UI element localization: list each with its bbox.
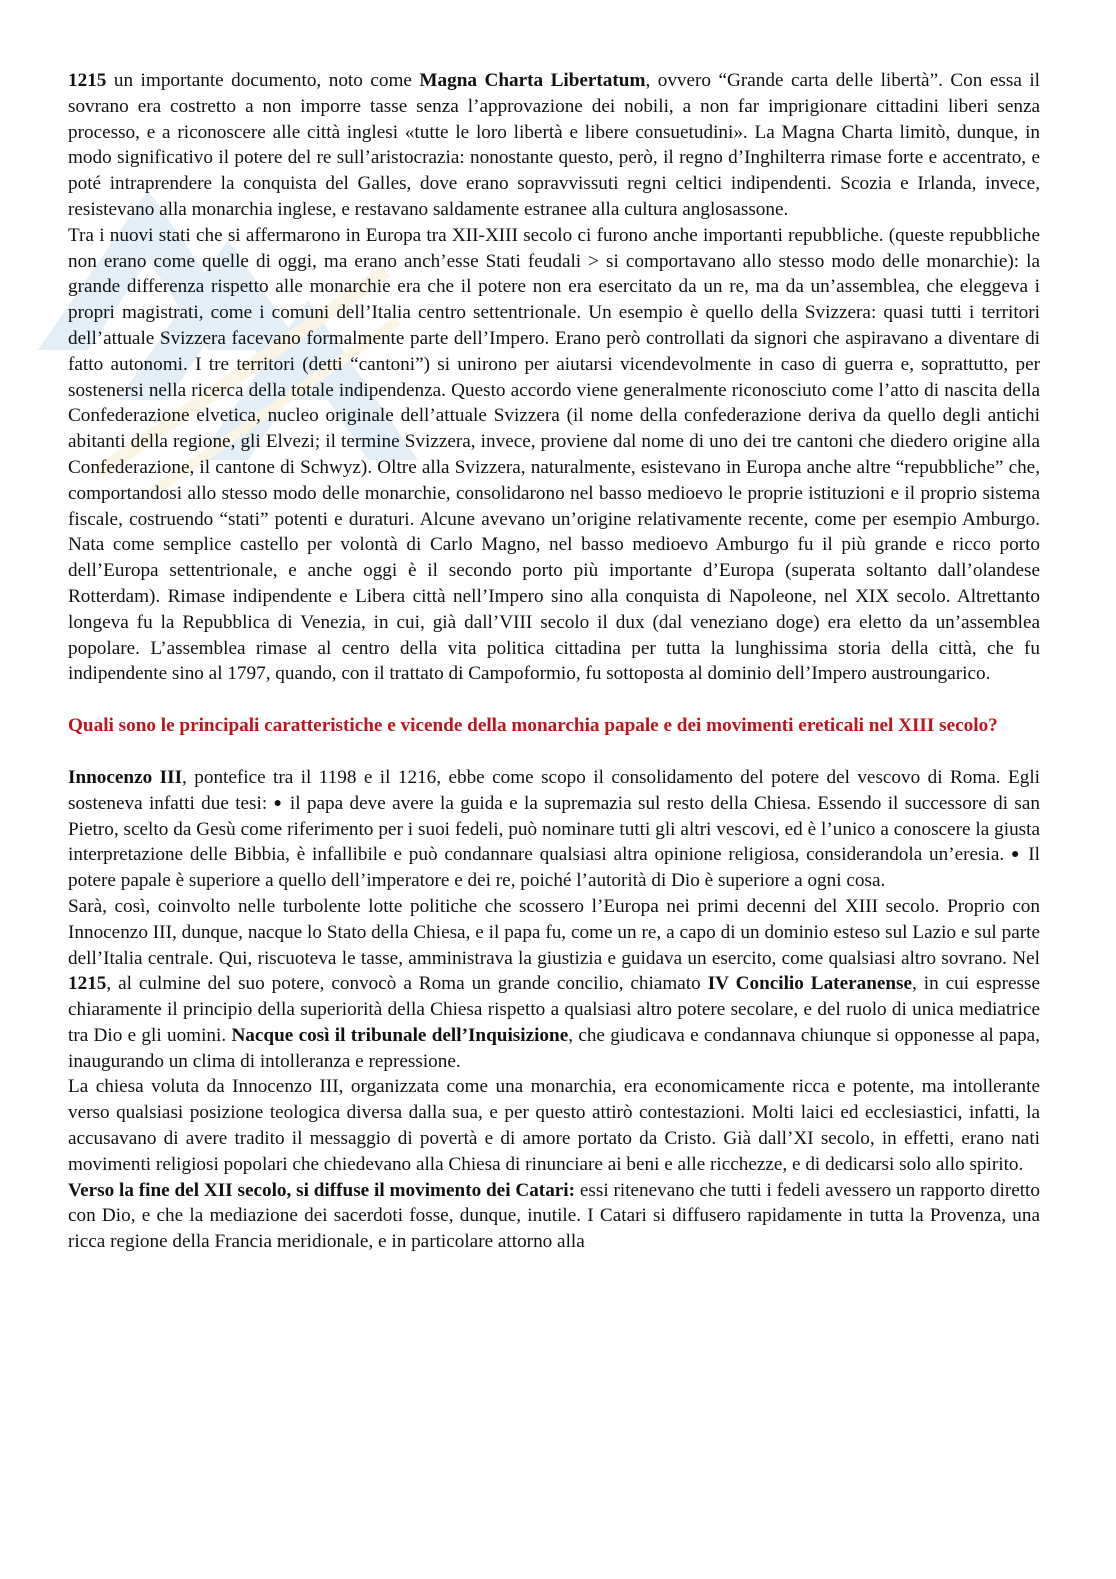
paragraph-repubbliche: Tra i nuovi stati che si affermarono in Europa tra XII-XIII secolo ci furono anche importanti repubbliche. (queste repubbliche non erano come quelle di oggi, ma erano anch’esse Stati feudali > si comportavano allo stesso modo delle monarchie): la grande differenza rispetto alle monarchie era che il potere non era esercitato da un re, ma da un’assemblea, che eleggeva i propri magistrati, come i comuni dell’Italia centro settentrionale. Un esempio è quello della Svizzera: quasi tutti i territori dell’attuale Svizzera facevano formalmente parte dell’Impero. Erano però controllati da signori che aspiravano a diventare di fatto autonomi. I tre territori (detti “cantoni”) si unirono per aiutarsi vicendevolmente in caso di guerra e, soprattutto, per sostenersi nella ricerca della totale indipendenza. Questo accordo viene generalmente riconosciuto come l’atto di nascita della Confederazione elvetica, nucleo originale dell’attuale Svizzera (il nome della confederazione deriva da quello degli antichi abitanti della regione, gli Elvezi; il termine Svizzera, invece, proviene dal nome di uno dei tre cantoni che diedero origine alla Confederazione, il cantone di Schwyz). Oltre alla Svizzera, naturalmente, esistevano in Europa anche altre “repubbliche” che, comportandosi allo stesso modo delle monarchie, consolidarono nel basso medioevo le proprie istituzioni e il proprio sistema fiscale, costruendo “stati” potenti e duraturi. Alcune avevano un’origine relativamente recente, come per esempio Amburgo. Nata come semplice castello per volontà di Carlo Magno, nel basso medioevo Amburgo fu il più grande e ricco porto dell’Europa settentrionale, e anche oggi è il secondo porto più importante d’Europa (superata soltanto dall’olandese Rotterdam). Rimase indipendente e Libera città nell’Impero sino alla conquista di Napoleone, nel XIX secolo. Altrettanto longeva fu la Repubblica di Venezia, in cui, già dall’VIII secolo il dux (dal veneziano doge) era eletto da un’assemblea popolare. L’assemblea rimase al centro della vita politica cittadina per tutta la lunghissima storia della città, che fu indipendente sino al 1797, quando, con il trattato di Campoformio, fu sottoposta al dominio dell’Impero austroungarico. — [68, 224, 1040, 685]
paragraph-innocenzo: Innocenzo III, pontefice tra il 1198 e il 1216, ebbe come scopo il consolidamento del potere del vescovo di Roma. Egli sosteneva infatti due tesi: ● il papa deve avere la guida e la supremazia sul resto della Chiesa. Essendo il successore di san Pietro, scelto da Gesù come riferimento per i suoi fedeli, può nominare tutti gli altri vescovi, ed è l’unico a conoscere la giusta interpretazione delle Bibbia, è infallibile e può condannare qualsiasi altra opinione religiosa, considerandola un’eresia. ● Il potere papale è superiore a quello dell’imperatore e dei re, poiché l’autorità di Dio è superiore a ogni cosa. — [68, 766, 1040, 892]
section-question: Quali sono le principali caratteristiche e vicende della monarchia papale e dei movimenti ereticali nel XIII secolo? — [68, 715, 998, 737]
bullet-icon: ● — [1010, 847, 1022, 863]
bullet-icon: ● — [273, 795, 284, 811]
paragraph-chiesa-monarchia: La chiesa voluta da Innocenzo III, organizzata come una monarchia, era economicamente ricca e potente, ma intollerante verso qualsiasi posizione teologica diversa dalla sua, e per questo attirò contestazioni. Molti laici ed ecclesiastici, infatti, la accusavano di avere tradito il messaggio di povertà e di amore portato da Cristo. Già dall’XI secolo, in effetti, erano nati movimenti religiosi popolari che chiedevano alla Chiesa di rinunciare ai beni e alle ricchezze, e di dedicarsi solo allo spirito. — [68, 1076, 1040, 1175]
term-innocenzo-iii: Innocenzo III — [68, 766, 183, 788]
year-1215: 1215 — [68, 973, 107, 995]
term-concilio-lateranense: IV Concilio Lateranense — [707, 973, 913, 995]
paragraph-stato-chiesa: Sarà, così, coinvolto nelle turbolente lotte politiche che scossero l’Europa nei primi decenni del XIII secolo. Proprio con Innocenzo III, dunque, nacque lo Stato della Chiesa, e il papa fu, come un re, a capo di un dominio esteso sul Lazio e sul parte dell’Italia centrale. Qui, riscuoteva le tasse, amministrava la giustizia e guidava un esercito, come qualsiasi altro sovrano. Nel 1215, al culmine del suo potere, convocò a Roma un grande concilio, chiamato IV Concilio Lateranense, in cui espresse chiaramente il principio della superiorità della Chiesa rispetto a qualsiasi altro potere secolare, e del ruolo di unica mediatrice tra Dio e gli uomini. Nacque così il tribunale dell’Inquisizione, che giudicava e condannava chiunque si opponesse al papa, inaugurando un clima di intolleranza e repressione. — [68, 895, 1040, 1072]
year-1215: 1215 — [68, 70, 107, 91]
document-page — [68, 68, 1040, 1255]
term-magna-charta: Magna Charta Libertatum — [419, 70, 646, 91]
paragraph-magna-charta: 1215 un importante documento, noto come Magna Charta Libertatum, ovvero “Grande carta delle libertà”. Con essa il sovrano era costretto a non imporre tasse senza l’approvazione dei nobili, a non far imprigionare cittadini liberi senza processo, e a riconoscere alle città inglesi «tutte le loro libertà e libere consuetudini». La Magna Charta limitò, dunque, in modo significativo il potere del re sull’aristocrazia: nonostante questo, però, il regno d’Inghilterra rimase forte e accentrato, e poté intraprendere la conquista del Galles, dove erano sopravvissuti regni celtici indipendenti. Scozia e Irlanda, invece, resistevano alla monarchia inglese, e restavano saldamente estranee alla cultura anglosassone. — [68, 70, 1040, 220]
term-inquisizione: Nacque così il tribunale dell’Inquisizione — [231, 1024, 569, 1046]
term-catari: Verso la fine del XII secolo, si diffuse il movimento dei Catari: — [68, 1179, 576, 1201]
paragraph-catari: Verso la fine del XII secolo, si diffuse il movimento dei Catari: essi ritenevano che tutti i fedeli avessero un rapporto diretto con Dio, e che la mediazione dei sacerdoti fosse, dunque, inutile. I Catari si diffusero rapidamente in tutta la Provenza, una ricca regione della Francia meridionale, e in particolare attorno alla — [68, 1179, 1040, 1253]
